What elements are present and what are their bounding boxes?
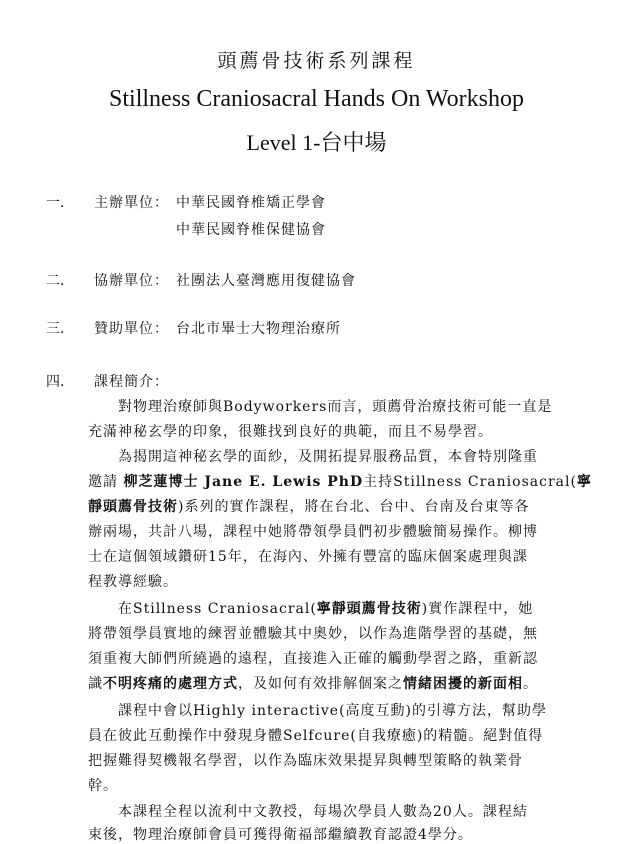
section-1-org-2: 中華民國脊椎保健協會 (176, 222, 326, 238)
intro-p4-line-2: 員在彼此互動操作中發現身體Selfcure(自我療癒)的精髓。絕對值得 (88, 728, 544, 744)
section-1-org-1: 中華民國脊椎矯正學會 (176, 195, 326, 211)
intro-p4-line-1: 課程中會以Highly interactive(高度互動)的引導方法，幫助學 (118, 703, 548, 719)
intro-p2-line-1: 為揭開這神秘玄學的面紗，及開拓提昇服務品質，本會特別隆重 (118, 449, 538, 465)
intro-p4-line-3: 把握難得契機報名學習，以作為臨床效果提昇與轉型策略的執業骨 (88, 753, 523, 769)
section-2-number: 二． (46, 273, 74, 289)
intro-p3-pain-treatment: 不明疼痛的處理方式 (103, 676, 238, 692)
intro-p3-l4-a: 識 (88, 676, 103, 692)
intro-p2-line-3 (88, 496, 529, 516)
intro-p2-course-start: 寧 (576, 474, 592, 490)
section-3-label: 贊助單位： (94, 321, 169, 337)
intro-p2-invite: 邀請 (88, 474, 118, 490)
section-3-org-1: 台北市畢士大物理治療所 (176, 321, 341, 337)
title-level: Level 1-台中場 (246, 130, 387, 155)
intro-p3-course-name: 寧靜頭薦骨技術 (316, 601, 422, 617)
intro-p2-line-5: 士在這個領域鑽研15年，在海內、外擁有豐富的臨床個案處理與課 (88, 549, 528, 565)
intro-p3-line-1-rest: )實作課程中，她 (421, 601, 534, 617)
title-chinese: 頭薦骨技術系列課程 (217, 50, 416, 72)
section-1-number: 一． (46, 195, 74, 211)
intro-p2-course-name: 靜頭薦骨技術 (88, 499, 178, 515)
intro-p5-line-2: 束後，物理治療師會員可獲得衛福部繼續教育認證4學分。 (88, 827, 473, 843)
intro-p3-l4-c: ，及如何有效排解個案之 (238, 676, 403, 692)
intro-p2-line-2 (88, 471, 592, 491)
intro-p3-l4-e: 。 (523, 676, 538, 692)
section-2-org-1: 社團法人臺灣應用復健協會 (176, 273, 356, 289)
intro-p3-course: 在Stillness Craniosacral( (118, 601, 317, 617)
section-4-number: 四． (46, 374, 74, 390)
intro-p1-line-2: 充滿神秘玄學的印象，很難找到良好的典範，而且不易學習。 (88, 424, 493, 440)
intro-p4-line-4: 幹。 (88, 778, 118, 794)
intro-p2-line-3-rest: )系列的實作課程，將在台北、台中、台南及台東等各 (178, 499, 530, 515)
section-2-label: 協辦單位： (94, 273, 169, 289)
title-english: Stillness Craniosacral Hands On Workshop (109, 86, 524, 112)
intro-p2-line-6: 程教導經驗。 (88, 574, 178, 590)
intro-p2-host: 主持Stillness Craniosacral( (363, 474, 577, 490)
intro-p3-line-4 (88, 673, 538, 693)
section-4-label: 課程簡介： (94, 374, 169, 390)
intro-p1-line-1: 對物理治療師與Bodyworkers而言，頭薦骨治療技術可能一直是 (118, 399, 553, 415)
intro-p2-instructor: 柳芝蓮博士 Jane E. Lewis PhD (123, 474, 364, 490)
section-3-number: 三． (46, 321, 74, 337)
intro-p3-line-1 (118, 598, 533, 618)
section-1-label: 主辦單位： (94, 195, 169, 211)
intro-p5-line-1: 本課程全程以流利中文教授，每場次學員人數為20人。課程結 (118, 804, 528, 820)
intro-p3-line-2: 將帶領學員實地的練習並體驗其中奧妙，以作為進階學習的基礎，無 (88, 626, 538, 642)
intro-p2-line-4: 辦兩場，共計八場，課程中她將帶領學員們初步體驗簡易操作。柳博 (88, 524, 538, 540)
intro-p3-line-3: 須重複大師們所繞過的遠程，直接進入正確的觸動學習之路，重新認 (88, 651, 538, 667)
intro-p3-emotion: 情緒困擾的新面相 (403, 676, 523, 692)
